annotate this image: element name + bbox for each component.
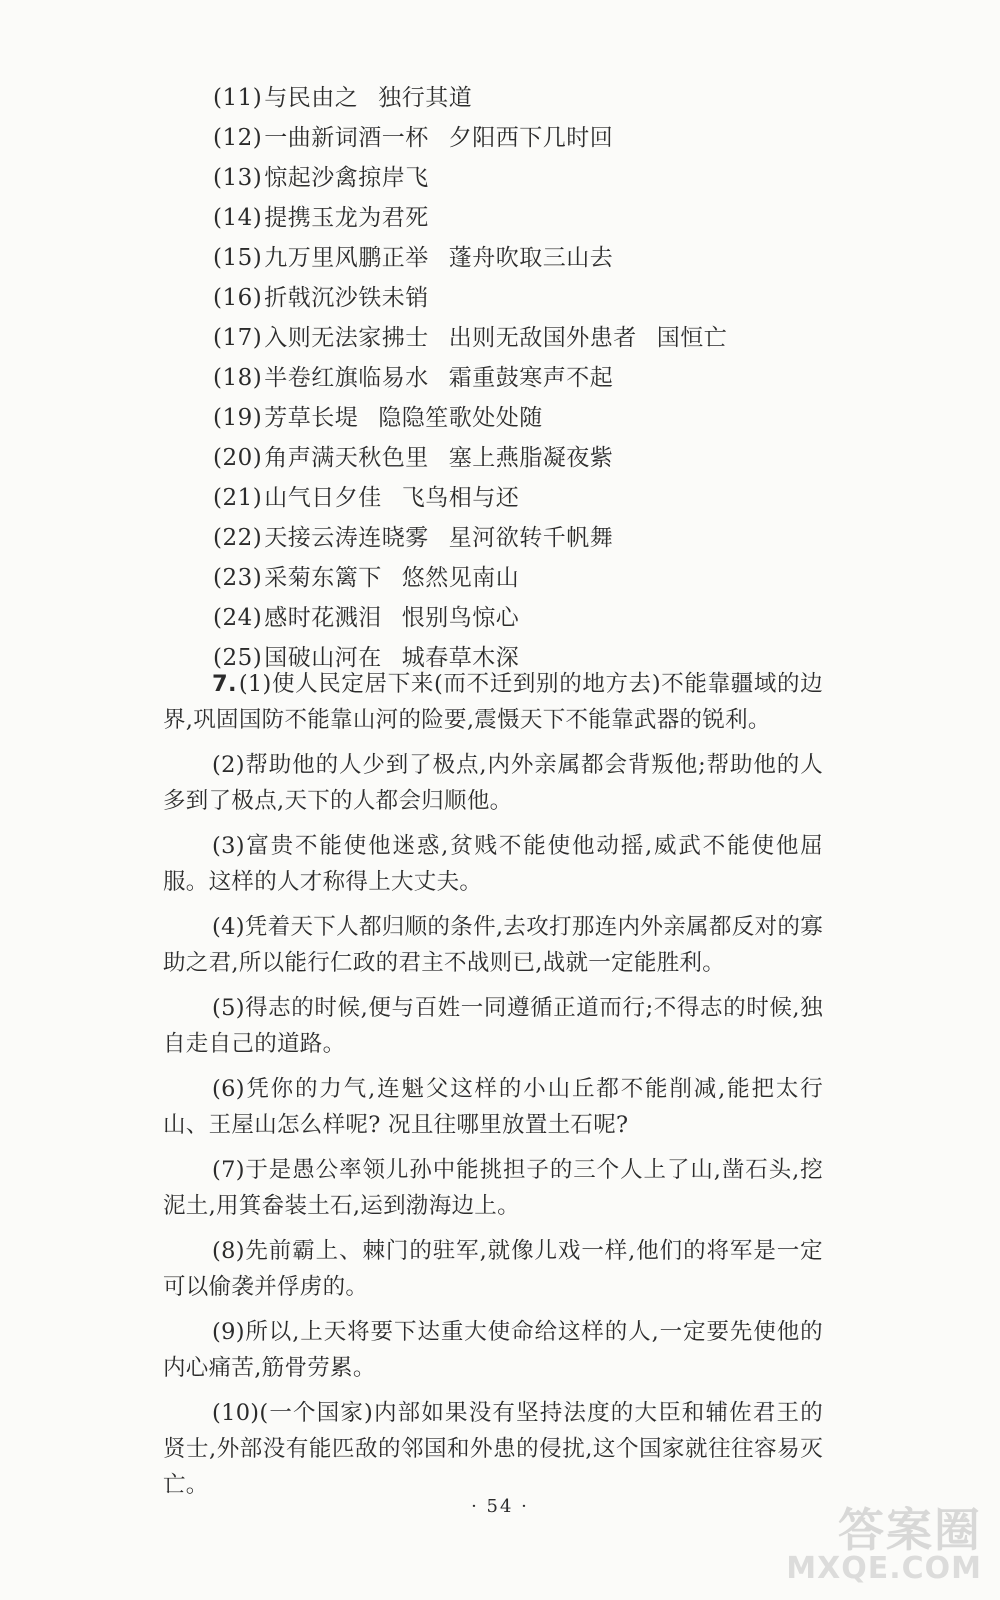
answer-phrase: 九万里风鹏正举 [264, 245, 429, 271]
answer-line [213, 318, 933, 358]
translation-paragraph [163, 1152, 823, 1224]
answer-number: (15) [213, 245, 263, 271]
answer-line [213, 198, 933, 238]
translation-text: (8)先前霸上、棘门的驻军,就像儿戏一样,他们的将军是一定可以偷袭并俘虏的。 [163, 1238, 823, 1300]
answer-line [213, 478, 933, 518]
answer-phrase: 隐隐笙歌处处随 [378, 405, 543, 431]
answer-phrase: 国恒亡 [656, 325, 728, 351]
answer-number: (17) [213, 325, 263, 351]
answer-number: (20) [213, 445, 263, 471]
translation-text: (9)所以,上天将要下达重大使命给这样的人,一定要先使他的内心痛苦,筋骨劳累。 [163, 1319, 823, 1381]
answer-line [213, 358, 933, 398]
answer-number: (11) [213, 85, 263, 111]
answer-line [213, 238, 933, 278]
answer-phrase: 角声满天秋色里 [264, 445, 429, 471]
answer-phrase: 恨别鸟惊心 [401, 605, 520, 631]
answer-phrase: 飞鸟相与还 [401, 485, 520, 511]
translation-text: (6)凭你的力气,连魁父这样的小山丘都不能削减,能把太行山、王屋山怎么样呢? 况且往哪里放置土石呢? [163, 1076, 823, 1138]
answer-line [213, 118, 933, 158]
answer-phrase: 采菊东篱下 [264, 565, 382, 591]
answer-line [213, 558, 933, 598]
question-7-translations [163, 666, 823, 1512]
answer-phrase: 入则无法家拂士 [264, 325, 429, 351]
page-number: · 54 · [471, 1496, 529, 1517]
answer-number: (14) [213, 205, 263, 231]
translation-text: (5)得志的时候,便与百姓一同遵循正道而行;不得志的时候,独自走自己的道路。 [163, 995, 823, 1057]
answer-number: (16) [213, 285, 263, 311]
translation-paragraph [163, 1071, 823, 1143]
answer-number: (24) [213, 605, 263, 631]
answer-number: (25) [213, 645, 263, 671]
watermark-bottom-text: MXQE.COM [786, 1551, 982, 1586]
answer-line [213, 78, 933, 118]
translation-text: (3)富贵不能使他迷惑,贫贱不能使他动摇,威武不能使他屈服。这样的人才称得上大丈夫。 [163, 833, 823, 895]
answer-phrase: 折戟沉沙铁未销 [264, 285, 429, 311]
translation-text: (4)凭着天下人都归顺的条件,去攻打那连内外亲属都反对的寡助之君,所以能行仁政的君主不战则已,战就一定能胜利。 [163, 914, 823, 976]
translation-paragraph [163, 990, 823, 1062]
answer-phrase: 国破山河在 [264, 645, 382, 671]
answer-phrase: 一曲新词酒一杯 [264, 125, 429, 151]
answer-number: (19) [213, 405, 263, 431]
watermark-logo [772, 1494, 982, 1586]
answer-phrase: 星河欲转千帆舞 [448, 525, 614, 551]
answer-number: (23) [213, 565, 263, 591]
translation-paragraph [163, 1314, 823, 1386]
answer-phrase: 悠然见南山 [401, 565, 520, 591]
answer-number: (13) [213, 165, 263, 191]
answer-phrase: 与民由之 [264, 85, 359, 111]
translation-paragraph [163, 828, 823, 900]
answer-number: (12) [213, 125, 263, 151]
answer-phrase: 山气日夕佳 [264, 485, 382, 511]
translation-paragraph [163, 747, 823, 819]
answer-line [213, 158, 933, 198]
translation-text: (10)(一个国家)内部如果没有坚持法度的大臣和辅佐君王的贤士,外部没有能匹敌的邻国和外患的侵扰,这个国家就往往容易灭亡。 [163, 1400, 823, 1498]
answer-phrase: 霜重鼓寒声不起 [448, 365, 614, 391]
answer-line [213, 518, 933, 558]
answer-phrase: 独行其道 [378, 85, 473, 111]
answer-phrase: 夕阳西下几时回 [448, 125, 614, 151]
answer-number: (22) [213, 525, 263, 551]
translation-paragraph [163, 1233, 823, 1305]
answer-line [213, 438, 933, 478]
answer-phrase: 提携玉龙为君死 [264, 205, 429, 231]
translation-text: (7)于是愚公率领儿孙中能挑担子的三个人上了山,凿石头,挖泥土,用箕畚装土石,运到渤海边上。 [163, 1157, 823, 1219]
answer-phrase: 芳草长堤 [264, 405, 359, 431]
translation-paragraph [163, 909, 823, 981]
answer-line [213, 598, 933, 638]
translation-text: (1)使人民定居下来(而不迁到别的地方去)不能靠疆域的边界,巩固国防不能靠山河的险要,震慑天下不能靠武器的锐利。 [163, 671, 823, 733]
answer-phrase: 城春草木深 [401, 645, 520, 671]
answer-phrase: 塞上燕脂凝夜紫 [448, 445, 614, 471]
translation-paragraph [163, 1395, 823, 1503]
translation-paragraph [163, 666, 823, 738]
answer-phrase: 蓬舟吹取三山去 [448, 245, 614, 271]
answer-phrase: 天接云涛连晓雾 [264, 525, 429, 551]
answer-number: (21) [213, 485, 263, 511]
fill-in-answers-list [213, 78, 933, 678]
answer-phrase: 感时花溅泪 [264, 605, 382, 631]
translation-text: (2)帮助他的人少到了极点,内外亲属都会背叛他;帮助他的人多到了极点,天下的人都会归顺他。 [163, 752, 823, 814]
answer-number: (18) [213, 365, 263, 391]
question-number: 7. [212, 671, 237, 697]
answer-line [213, 278, 933, 318]
answer-phrase: 惊起沙禽掠岸飞 [264, 165, 429, 191]
answer-line [213, 398, 933, 438]
answer-phrase: 半卷红旗临易水 [264, 365, 429, 391]
watermark-top-text: 答案圈 [838, 1503, 982, 1557]
answer-phrase: 出则无敌国外患者 [448, 325, 637, 351]
